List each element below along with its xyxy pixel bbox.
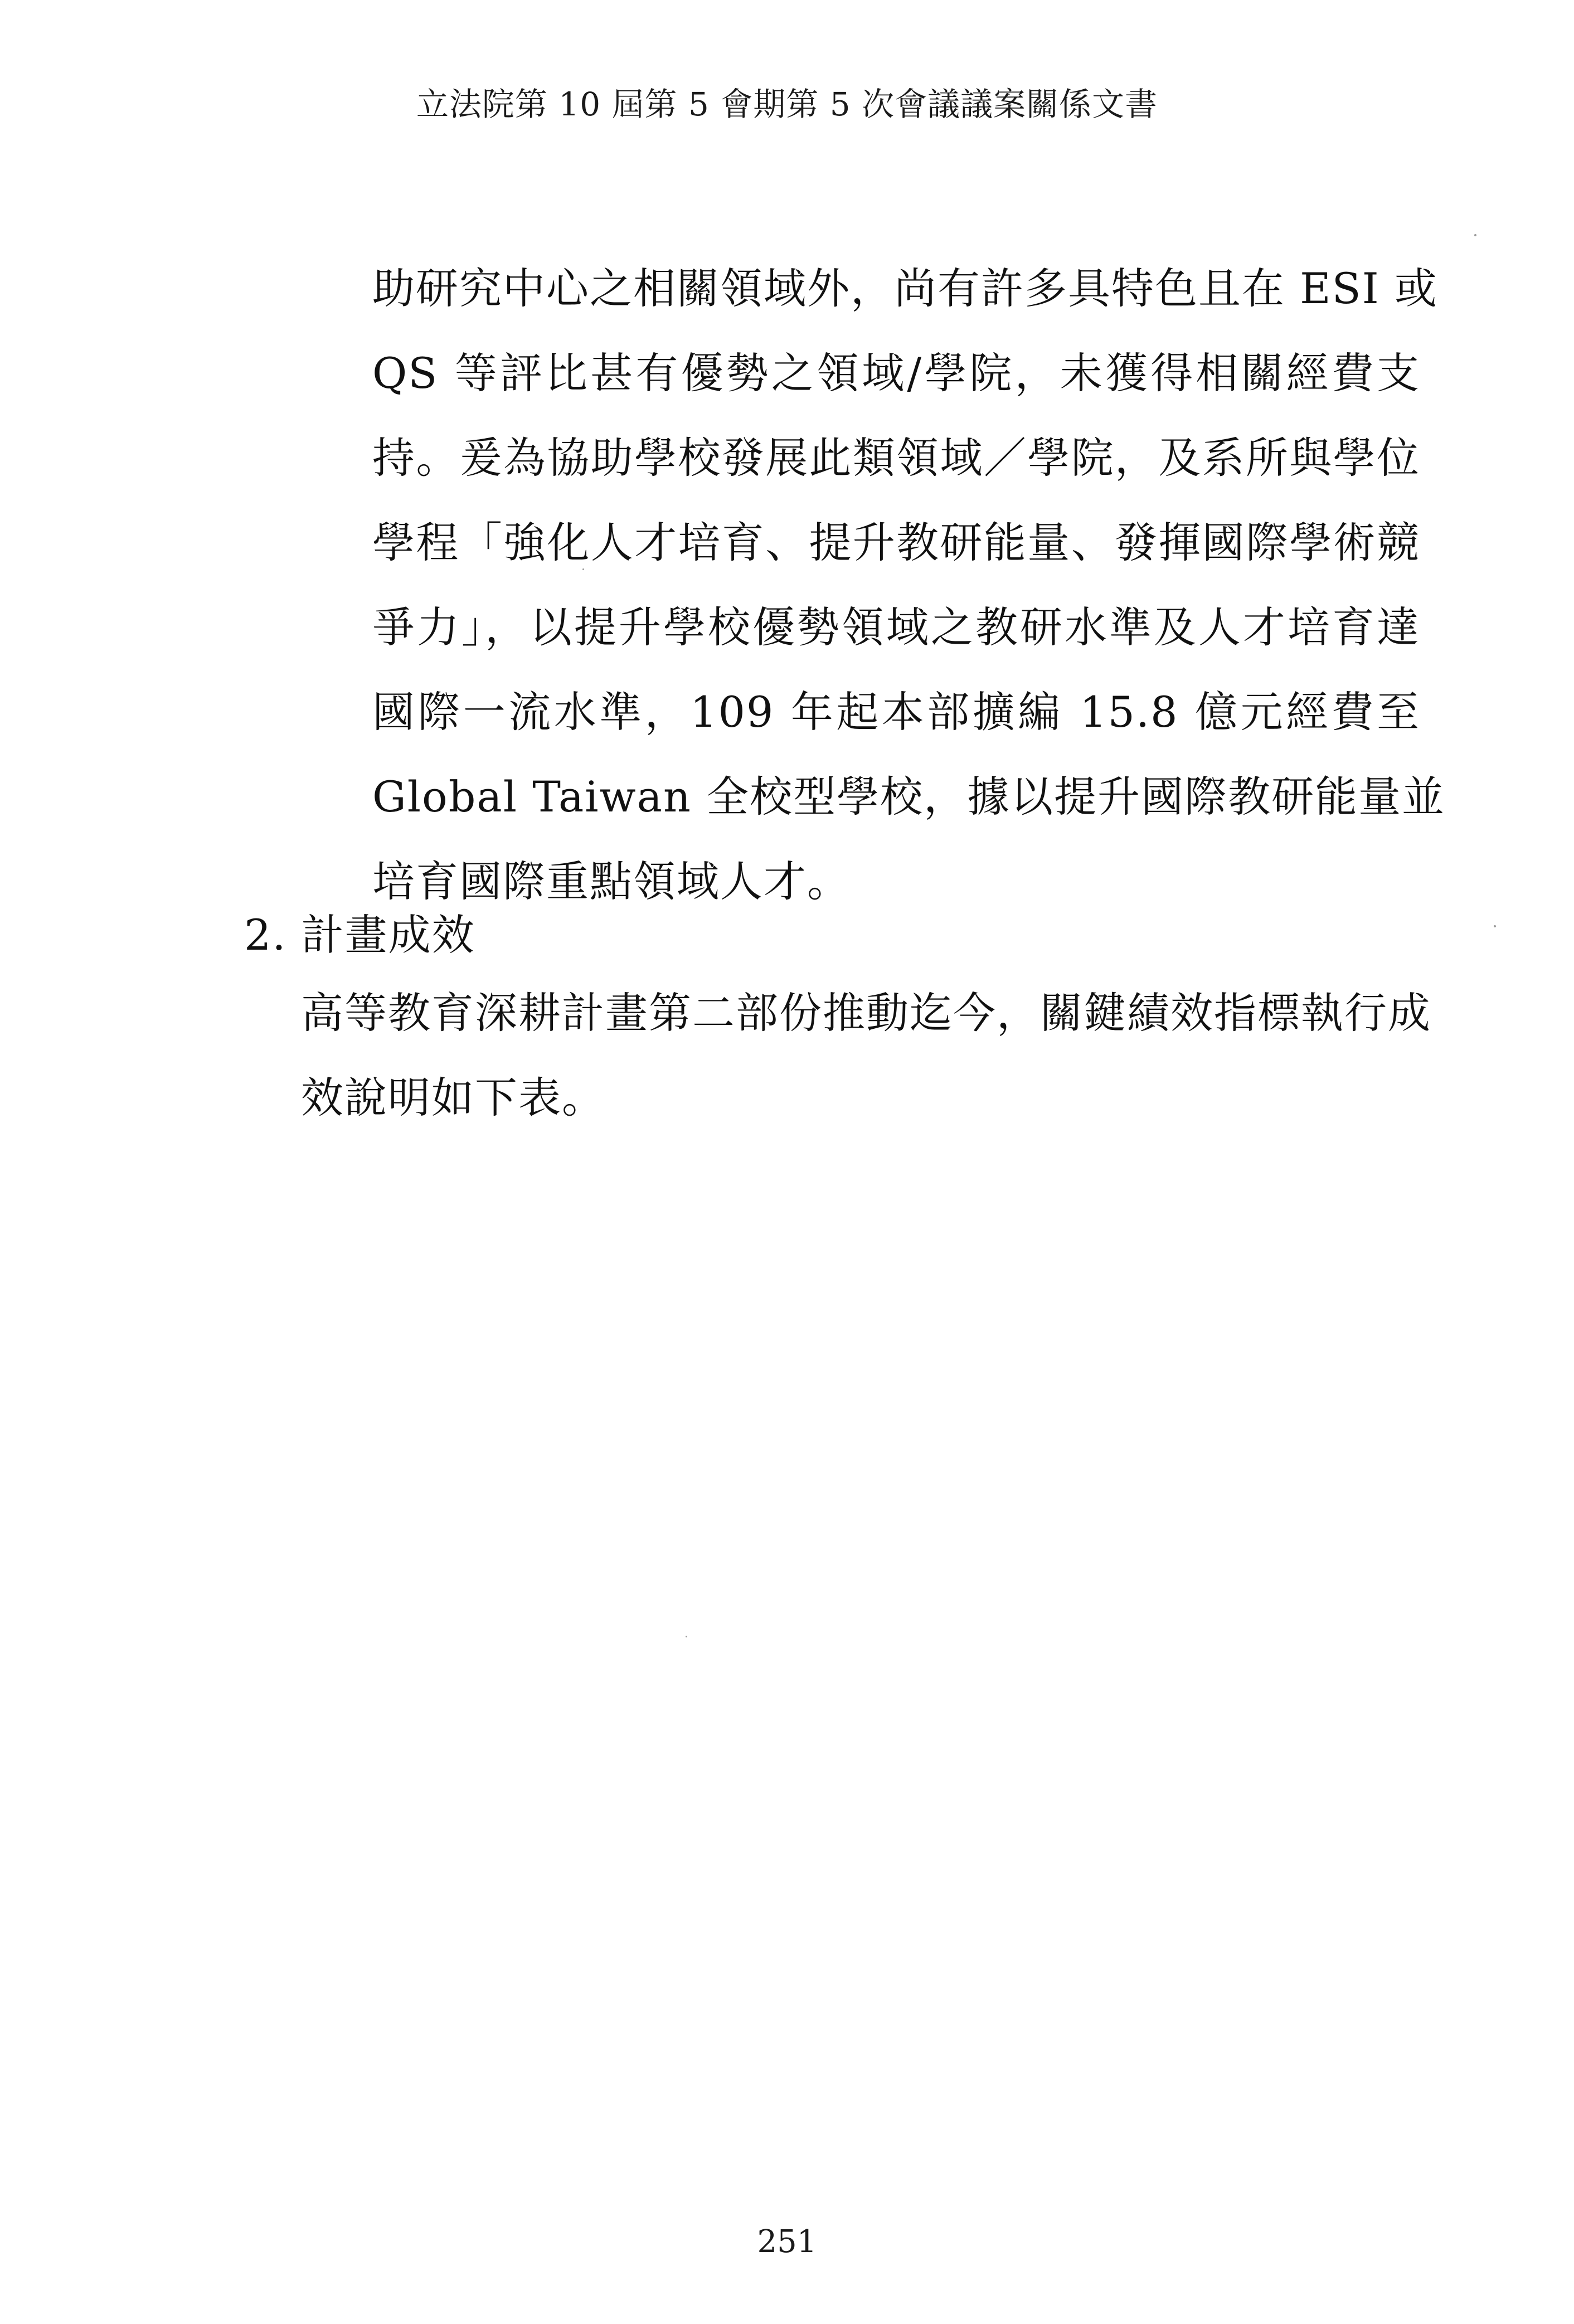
paragraph-line-7: Global Taiwan 全校型學校，據以提升國際教研能量並 [372,772,1446,821]
paragraph-line-2: QS 等評比甚有優勢之領域/學院，未獲得相關經費支 [372,348,1420,398]
scan-speck [686,1636,687,1637]
scan-speck [1474,234,1476,236]
paragraph-line-3: 持。爰為協助學校發展此類領域／學院，及系所與學位 [372,433,1420,483]
section-line-1: 高等教育深耕計畫第二部份推動迄今，關鍵績效指標執行成 [301,988,1431,1038]
scan-speck [582,568,584,570]
paragraph-line-4: 學程「強化人才培育、提升教研能量、發揮國際學術競 [372,518,1420,567]
paragraph-line-1: 助研究中心之相關領域外，尚有許多具特色且在 ESI 或 [372,264,1438,313]
paragraph-line-6: 國際一流水準，109 年起本部擴編 15.8 億元經費至 [372,687,1420,737]
page-number: 251 [757,2224,817,2260]
running-header: 立法院第 10 屆第 5 會期第 5 次會議議案關係文書 [416,85,1158,123]
section-line-2: 效說明如下表。 [301,1073,605,1122]
scan-speck [1494,925,1496,927]
section-heading: 2. 計畫成效 [244,910,475,960]
paragraph-line-8: 培育國際重點領域人才。 [372,857,851,906]
paragraph-line-5: 爭力」，以提升學校優勢領域之教研水準及人才培育達 [372,602,1420,652]
